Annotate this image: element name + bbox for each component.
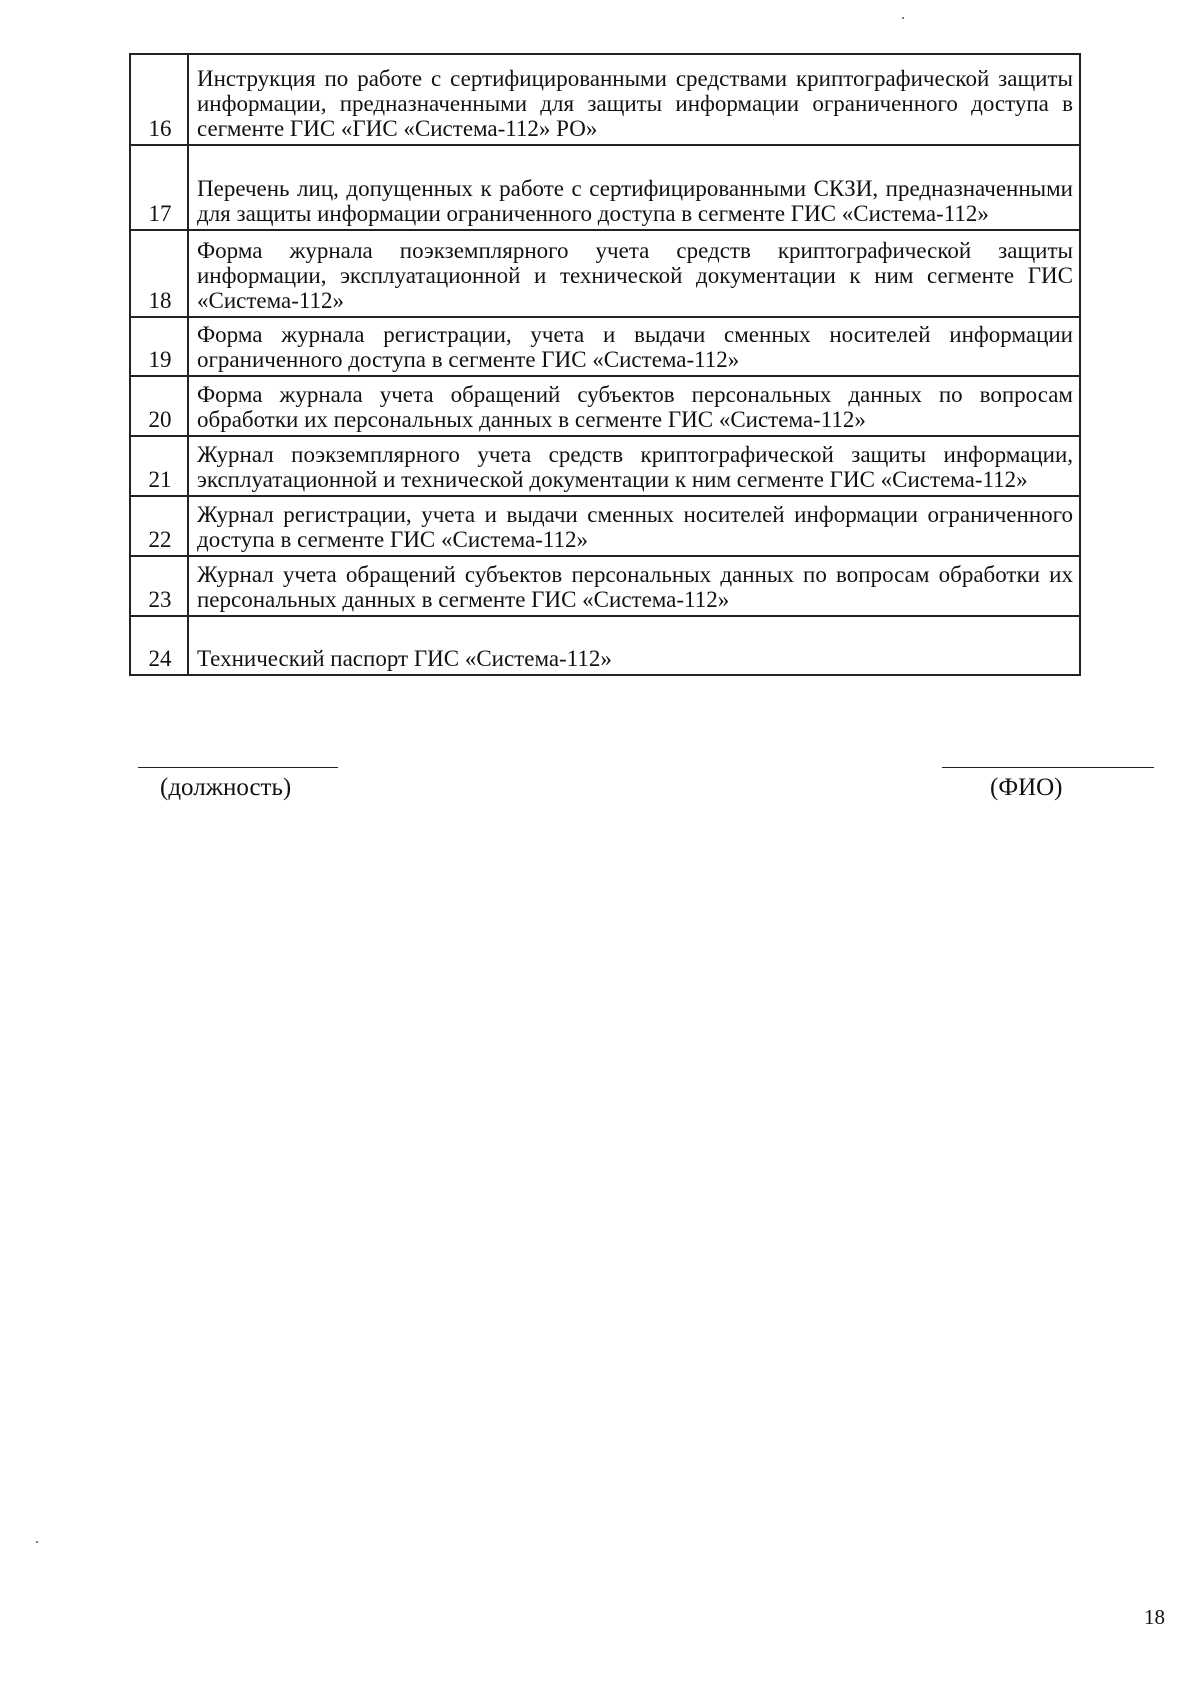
- position-signature-block: [138, 767, 338, 802]
- table-row: [130, 54, 1080, 145]
- row-number: 23: [130, 556, 188, 616]
- row-number: 16: [130, 54, 188, 145]
- row-number: 24: [130, 616, 188, 675]
- row-number: 19: [130, 317, 188, 376]
- documents-list-table: [129, 53, 1081, 676]
- row-description: Журнал регистрации, учета и выдачи сменных носителей информации ограниченного доступа в сегменте ГИС «Система-112»: [188, 496, 1080, 556]
- table-row: [130, 145, 1080, 230]
- page-number: 18: [1144, 1605, 1165, 1629]
- row-description: Технический паспорт ГИС «Система-112»: [188, 616, 1080, 675]
- position-caption: (должность): [160, 774, 292, 801]
- table-row: [130, 376, 1080, 436]
- position-signature-line: [138, 767, 338, 768]
- name-signature-line: [942, 767, 1154, 768]
- row-description: Журнал учета обращений субъектов персональных данных по вопросам обработки их персональных данных в сегменте ГИС «Система-112»: [188, 556, 1080, 616]
- row-description: Форма журнала регистрации, учета и выдачи сменных носителей информации ограниченного доступа в сегменте ГИС «Система-112»: [188, 317, 1080, 376]
- row-description: Перечень лиц, допущенных к работе с сертифицированными СКЗИ, предназначенными для защиты информации ограниченного доступа в сегменте ГИС «Система-112»: [188, 145, 1080, 230]
- table-row: [130, 496, 1080, 556]
- table-row: [130, 436, 1080, 496]
- table-row: [130, 616, 1080, 675]
- table-row: [130, 230, 1080, 317]
- scan-speck: [36, 1541, 38, 1543]
- scan-speck: [902, 17, 904, 19]
- row-number: 22: [130, 496, 188, 556]
- row-number: 20: [130, 376, 188, 436]
- row-number: 18: [130, 230, 188, 317]
- row-description: Инструкция по работе с сертифицированными средствами криптографической защиты информации, предназначенными для защиты информации ограниченного доступа в сегменте ГИС «ГИС «Система-112» РО»: [188, 54, 1080, 145]
- row-description: Форма журнала учета обращений субъектов персональных данных по вопросам обработки их персональных данных в сегменте ГИС «Система-112»: [188, 376, 1080, 436]
- row-description: Форма журнала поэкземплярного учета средств криптографической защиты информации, эксплуатационной и технической документации к ним сегменте ГИС «Система-112»: [188, 230, 1080, 317]
- table-row: [130, 556, 1080, 616]
- row-description: Журнал поэкземплярного учета средств криптографической защиты информации, эксплуатационной и технической документации к ним сегменте ГИС «Система-112»: [188, 436, 1080, 496]
- table-row: [130, 317, 1080, 376]
- row-number: 21: [130, 436, 188, 496]
- row-number: 17: [130, 145, 188, 230]
- name-signature-block: [942, 767, 1154, 802]
- name-caption: (ФИО): [990, 774, 1063, 801]
